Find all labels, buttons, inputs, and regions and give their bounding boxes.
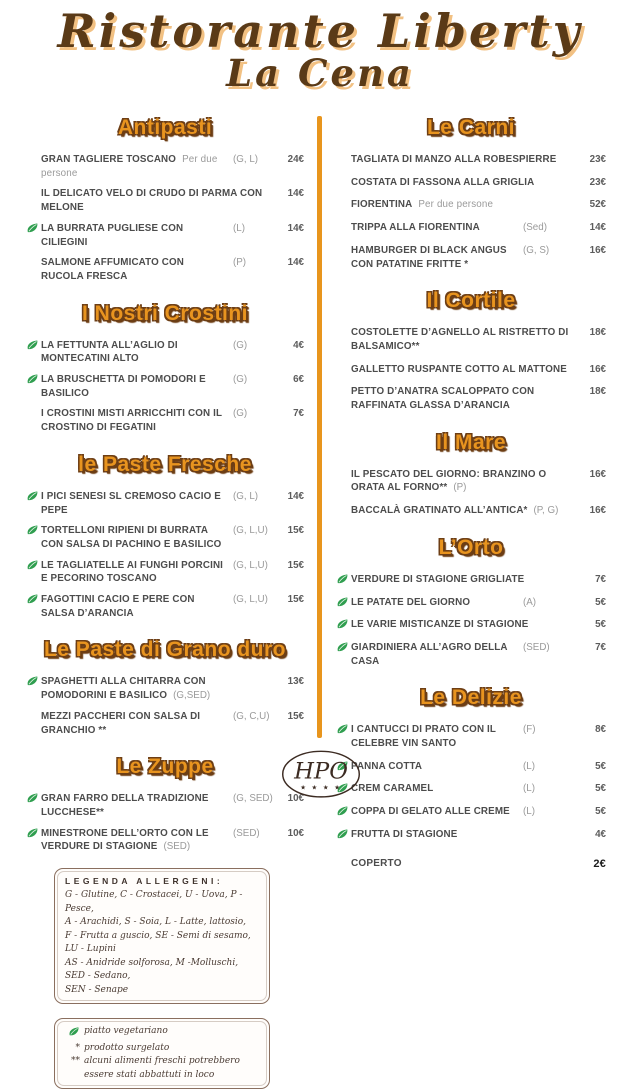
vegetarian-leaf-icon [336, 618, 351, 629]
item-note: Per due persone [41, 154, 218, 179]
item-price: 16€ [589, 244, 606, 256]
coperto-row [336, 858, 606, 870]
leaf-gutter [26, 256, 41, 257]
leaf-gutter [336, 363, 351, 364]
item-allergens: (L) [233, 222, 245, 234]
vegetarian-leaf-icon [26, 373, 41, 384]
vegetarian-leaf-icon [26, 524, 41, 535]
item-price: 6€ [293, 374, 304, 386]
legend-heading: LEGENDA ALLERGENI: [65, 876, 224, 887]
section-title: Le Zuppe [116, 755, 214, 779]
item-name: LA BURRATA PUGLIESE CON CILIEGINI [41, 222, 184, 248]
item-price: 5€ [595, 619, 606, 631]
leaf-gutter [336, 198, 351, 199]
item-allergens-inline: (P) [453, 482, 467, 494]
coperto-label: COPERTO [351, 857, 402, 869]
menu-item-row [26, 524, 304, 551]
menu-item-row [336, 596, 606, 610]
menu-item-row [336, 760, 606, 774]
item-allergens: (G, L,U) [233, 525, 268, 537]
item-allergens: (G, L) [233, 490, 259, 502]
item-price: 4€ [595, 828, 606, 840]
item-name: CREM CARAMEL [351, 783, 434, 795]
menu-item-row [336, 504, 606, 518]
menu-item-row [26, 187, 304, 214]
menu-item-row [336, 153, 606, 167]
legend-line: F - Frutta a guscio, SE - Semi di sesamo, LU - Lupini [65, 930, 251, 955]
item-allergens: (G, C,U) [233, 710, 270, 722]
footnote-text: piatto vegetariano [84, 1026, 168, 1037]
menu-item-row [26, 593, 304, 620]
item-price: 15€ [287, 594, 304, 606]
menu-item-row [336, 468, 606, 495]
leaf-gutter [336, 468, 351, 469]
menu-item-row [26, 792, 304, 819]
legend-line: SEN - Senape [65, 984, 129, 995]
item-name: GALLETTO RUSPANTE COTTO AL MATTONE [351, 363, 567, 375]
item-name: VERDURE DI STAGIONE GRIGLIATE [351, 573, 525, 585]
menu-item-row [336, 618, 606, 632]
vegetarian-leaf-icon [26, 675, 41, 686]
item-name: COSTATA DI FASSONA ALLA GRIGLIA [351, 176, 535, 188]
item-name: LE VARIE MISTICANZE DI STAGIONE [351, 619, 529, 631]
item-price: 16€ [589, 363, 606, 375]
item-name: COSTOLETTE D’AGNELLO AL RISTRETTO DI BALSAMICO** [351, 327, 569, 352]
item-allergens: (G, L) [233, 154, 259, 165]
vegetarian-leaf-icon [336, 828, 351, 839]
leaf-gutter [336, 176, 351, 177]
item-name: TAGLIATA DI MANZO ALLA ROBESPIERRE [351, 154, 557, 165]
section-title: Le Delizie [420, 686, 522, 710]
section-title: Il Mare [435, 430, 507, 454]
leaf-gutter [336, 326, 351, 327]
menu-section [336, 536, 606, 669]
item-price: 7€ [595, 641, 606, 653]
menu-section [26, 638, 304, 737]
item-price: 14€ [287, 490, 304, 502]
item-allergens: (G, L,U) [233, 594, 268, 606]
menu-item-row [26, 373, 304, 400]
item-allergens: (G) [233, 408, 248, 420]
vegetarian-leaf-icon [65, 1025, 84, 1042]
item-name: IL DELICATO VELO DI CRUDO DI PARMA CON MELONE [41, 188, 263, 214]
item-name: LA FETTUNTA ALL’AGLIO DI MONTECATINI ALTO [41, 339, 178, 365]
menu-section [26, 302, 304, 435]
menu-item-row [336, 244, 606, 271]
menu-item-row [26, 407, 304, 434]
item-name: BACCALÀ GRATINATO ALL’ANTICA* (P, G) [351, 505, 559, 517]
section-title: Le Paste di Grano duro [43, 638, 287, 662]
menu-section [336, 289, 606, 413]
footnote-text: alcuni alimenti freschi potrebbero essere stati abbattuti in loco [84, 1056, 240, 1080]
vegetarian-leaf-icon [336, 641, 351, 652]
menu-header [0, 4, 640, 95]
item-name: MEZZI PACCHERI CON SALSA DI GRANCHIO ** [41, 710, 201, 736]
menu-item-row [336, 782, 606, 796]
left-sections [26, 116, 304, 854]
leaf-gutter [336, 504, 351, 505]
item-allergens: (A) [523, 596, 537, 608]
right-sections [336, 116, 606, 842]
menu-item-row [336, 641, 606, 668]
item-price: 18€ [589, 386, 606, 398]
item-price: 5€ [595, 806, 606, 818]
logo-stars: ★ ★ ★ ★ [300, 783, 342, 792]
leaf-gutter [26, 407, 41, 408]
item-price: 14€ [287, 188, 304, 200]
vegetarian-leaf-icon [336, 723, 351, 734]
leaf-gutter [26, 187, 41, 188]
allergen-legend-box [54, 868, 270, 1004]
item-price: 14€ [589, 222, 606, 234]
item-allergens: (L) [523, 783, 535, 795]
footnote-line [65, 1025, 259, 1042]
footnotes-box [54, 1018, 270, 1089]
menu-item-row [336, 198, 606, 212]
item-price: 23€ [589, 154, 606, 165]
item-name: GIARDINIERA ALL’AGRO DELLA CASA [351, 641, 508, 667]
item-name: I CROSTINI MISTI ARRICCHITI CON IL CROSTINO DI FEGATINI [41, 408, 222, 434]
item-allergens-inline: (SED) [163, 841, 191, 853]
item-name: I PICI SENESI SL CREMOSO CACIO E PEPE [41, 490, 221, 516]
item-price: 10€ [287, 827, 304, 839]
menu-section [26, 755, 304, 854]
right-column [336, 112, 606, 870]
vegetarian-leaf-icon [336, 573, 351, 584]
item-allergens: (G) [233, 374, 248, 386]
section-title: le Paste Fresche [78, 452, 252, 476]
legend-line: A - Arachidi, S - Soia, L - Latte, lattosio, [65, 917, 247, 928]
item-price: 8€ [595, 724, 606, 736]
restaurant-title: Ristorante Liberty [57, 4, 583, 58]
item-name: I CANTUCCI DI PRATO CON IL CELEBRE VIN SANTO [351, 724, 496, 750]
item-name: LE TAGLIATELLE AI FUNGHI PORCINI E PECORINO TOSCANO [41, 559, 224, 585]
vegetarian-leaf-icon [336, 805, 351, 816]
section-title: Le Carni [426, 116, 516, 139]
menu-item-row [336, 221, 606, 235]
footnote-line [65, 1055, 259, 1082]
menu-item-row [26, 710, 304, 737]
item-allergens-inline: (P, G) [533, 505, 559, 517]
menu-section [26, 453, 304, 621]
item-allergens: (SED) [523, 641, 550, 653]
footnote-marker: * [75, 1042, 80, 1053]
footnote-line [65, 1042, 259, 1056]
vegetarian-leaf-icon [26, 559, 41, 570]
left-column [26, 112, 304, 1089]
item-allergens: (Sed) [523, 222, 547, 234]
menu-subtitle: La Cena [226, 50, 414, 95]
item-name: LA BRUSCHETTA DI POMODORI E BASILICO [41, 374, 206, 399]
menu-item-row [26, 222, 304, 249]
item-name: PETTO D’ANATRA SCALOPPATO CON RAFFINATA GLASSA D’ARANCIA [351, 386, 535, 412]
logo-monogram: HPO [294, 758, 348, 785]
legend-lines [65, 889, 259, 997]
menu-item-row [336, 828, 606, 842]
item-allergens-inline: (G,SED) [173, 690, 211, 702]
item-allergens: (F) [523, 724, 536, 736]
item-allergens: (G, L,U) [233, 559, 268, 571]
leaf-gutter [336, 221, 351, 222]
item-name: PANNA COTTA [351, 760, 423, 772]
item-price: 5€ [595, 760, 606, 772]
section-title: Il Cortile [426, 289, 516, 313]
item-name: GRAN FARRO DELLA TRADIZIONE LUCCHESE** [41, 793, 209, 818]
item-name: SPAGHETTI ALLA CHITARRA CON POMODORINI E BASILICO (G,SED) [41, 676, 211, 702]
column-divider [317, 116, 322, 738]
item-allergens: (L) [523, 760, 535, 772]
menu-section [26, 116, 304, 284]
menu-item-row [336, 363, 606, 377]
item-allergens: (G, S) [523, 244, 550, 256]
item-allergens: (G) [233, 339, 248, 351]
legend-line: AS - Anidride solforosa, M -Molluschi, SED - Sedano, [65, 957, 239, 982]
vegetarian-leaf-icon [26, 792, 41, 803]
leaf-gutter [336, 153, 351, 154]
item-price: 10€ [287, 793, 304, 805]
menu-item-row [336, 326, 606, 353]
item-name: MINESTRONE DELL’ORTO CON LE VERDURE DI STAGIONE (SED) [41, 827, 209, 853]
item-price: 5€ [595, 783, 606, 795]
item-price: 7€ [595, 573, 606, 585]
vegetarian-leaf-icon [336, 596, 351, 607]
menu-item-row [26, 490, 304, 517]
vegetarian-leaf-icon [26, 827, 41, 838]
menu-item-row [336, 805, 606, 819]
item-name: IL PESCATO DEL GIORNO: BRANZINO O ORATA AL FORNO** (P) [351, 468, 547, 494]
menu-section [336, 116, 606, 271]
item-name: COPPA DI GELATO ALLE CREME [351, 806, 510, 818]
menu-item-row [336, 723, 606, 750]
item-name: FRUTTA DI STAGIONE [351, 828, 458, 840]
menu-item-row [26, 827, 304, 854]
item-price: 15€ [287, 559, 304, 571]
item-price: 5€ [595, 596, 606, 608]
footnote-lines [65, 1025, 259, 1082]
item-price: 7€ [293, 408, 304, 420]
item-price: 13€ [287, 676, 304, 688]
coperto-price: 2€ [593, 857, 606, 870]
item-name: FAGOTTINI CACIO E PERE CON SALSA D’ARANCIA [41, 594, 195, 619]
item-allergens: (L) [523, 806, 535, 818]
item-name: SALMONE AFFUMICATO CON RUCOLA FRESCA [41, 257, 184, 282]
item-price: 24€ [287, 154, 304, 165]
leaf-gutter [26, 153, 41, 154]
menu-item-row [26, 153, 304, 180]
menu-item-row [26, 675, 304, 702]
item-price: 52€ [589, 199, 606, 211]
item-allergens: (P) [233, 257, 247, 269]
item-allergens: (G, SED) [233, 793, 273, 805]
menu-item-row [26, 559, 304, 586]
menu-item-row [26, 339, 304, 366]
leaf-gutter [26, 710, 41, 711]
item-name: TRIPPA ALLA FIORENTINA [351, 222, 480, 234]
vegetarian-leaf-icon [26, 490, 41, 501]
item-price: 16€ [589, 505, 606, 517]
item-price: 14€ [287, 257, 304, 269]
legend-line: G - Glutine, C - Crostacei, U - Uova, P - Pesce, [65, 890, 243, 914]
leaf-gutter [336, 244, 351, 245]
item-name: LE PATATE DEL GIORNO [351, 596, 471, 608]
menu-section [336, 686, 606, 841]
item-name: TORTELLONI RIPIENI DI BURRATA CON SALSA DI PACHINO E BASILICO [41, 525, 222, 550]
menu-item-row [336, 176, 606, 190]
item-name: GRAN TAGLIERE TOSCANO Per due persone [41, 154, 218, 179]
menu-item-row [336, 573, 606, 587]
footnote-text: prodotto surgelato [84, 1042, 170, 1053]
item-price: 23€ [589, 176, 606, 188]
item-price: 16€ [589, 468, 606, 480]
item-note: Per due persone [418, 199, 494, 211]
item-price: 15€ [287, 525, 304, 537]
item-name: FIORENTINA Per due persone [351, 199, 494, 211]
hpo-logo [280, 746, 362, 804]
menu-section [336, 431, 606, 518]
section-title: L’Orto [438, 535, 504, 559]
item-price: 15€ [287, 710, 304, 722]
item-price: 14€ [287, 222, 304, 234]
item-allergens: (SED) [233, 827, 260, 839]
item-name: HAMBURGER DI BLACK ANGUS CON PATATINE FRITTE * [351, 244, 507, 270]
vegetarian-leaf-icon [26, 339, 41, 350]
vegetarian-leaf-icon [26, 222, 41, 233]
footnote-marker: ** [71, 1056, 80, 1067]
menu-item-row [336, 385, 606, 412]
section-title: Antipasti [117, 116, 213, 139]
leaf-gutter [336, 385, 351, 386]
menu-item-row [26, 256, 304, 283]
vegetarian-leaf-icon [26, 593, 41, 604]
item-price: 4€ [293, 339, 304, 351]
item-price: 18€ [589, 327, 606, 339]
section-title: I Nostri Crostini [81, 301, 248, 325]
